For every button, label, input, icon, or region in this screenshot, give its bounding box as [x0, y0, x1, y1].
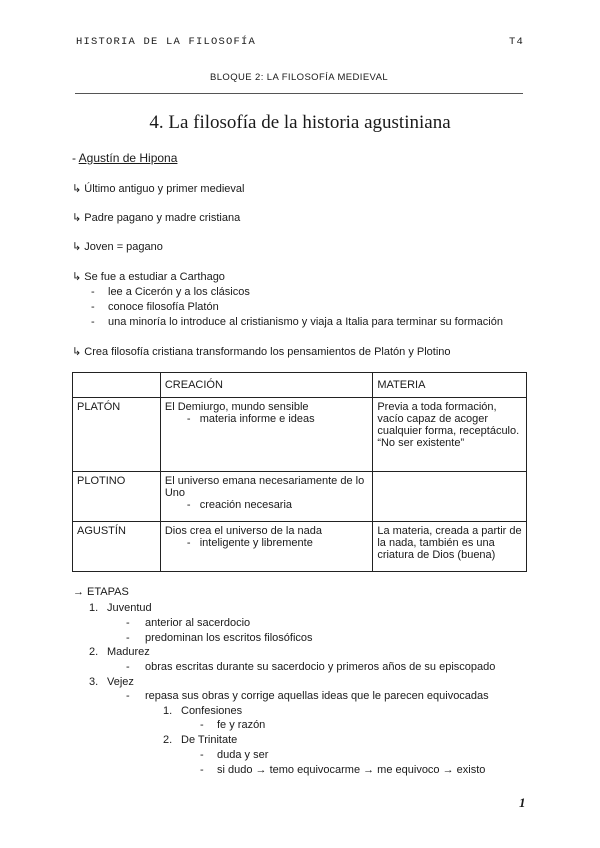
- sub-dash: -: [91, 316, 95, 328]
- stage-name: Vejez: [107, 676, 134, 688]
- row-name: PLOTINO: [73, 472, 161, 522]
- work-item: duda y ser: [217, 749, 269, 761]
- creation-cell: [160, 472, 372, 522]
- creation-text: El Demiurgo, mundo sensible: [164, 401, 309, 413]
- table-row: [73, 398, 527, 472]
- table-header-cell: [73, 373, 161, 398]
- stage-item: obras escritas durante su sacerdocio y primeros años de su episcopado: [145, 661, 496, 673]
- bullet-text: Último antiguo y primer medieval: [84, 183, 245, 195]
- sub-item: conoce filosofía Platón: [108, 301, 219, 313]
- work-item: fe y razón: [217, 719, 266, 731]
- stage-number: 2.: [89, 646, 99, 658]
- block-subtitle: BLOQUE 2: LA FILOSOFÍA MEDIEVAL: [210, 72, 389, 83]
- work-name: Confesiones: [181, 705, 243, 717]
- page-number: 1: [519, 795, 526, 810]
- etapas-heading: → ETAPAS: [73, 586, 129, 598]
- sub-item: lee a Cicerón y a los clásicos: [108, 286, 250, 298]
- sub-dash: -: [91, 301, 95, 313]
- sub-dash: -: [200, 764, 204, 776]
- creation-subitem: - inteligente y libremente: [186, 537, 313, 549]
- matter-cell: La materia, creada a partir de la nada, también es una criatura de Dios (buena): [373, 522, 527, 572]
- comparison-table: [72, 372, 527, 572]
- sub-dash: -: [200, 719, 204, 731]
- stage-name: Madurez: [107, 646, 150, 658]
- table-row: [73, 522, 527, 572]
- work-number: 1.: [163, 705, 173, 717]
- matter-cell: Previa a toda formación, vacío capaz de acoger cualquier forma, receptáculo. “No ser existente”: [373, 398, 527, 472]
- work-number: 2.: [163, 734, 173, 746]
- author-name: Agustín de Hipona: [78, 151, 178, 165]
- table-header-row: [73, 373, 527, 398]
- work-name: De Trinitate: [181, 734, 238, 746]
- row-name: PLATÓN: [73, 398, 161, 472]
- sub-dash: -: [126, 690, 130, 702]
- sub-dash: -: [126, 661, 130, 673]
- bullet-item: [72, 212, 240, 225]
- row-name: AGUSTÍN: [73, 522, 161, 572]
- page-title: 4. La filosofía de la historia agustiniana: [149, 112, 451, 133]
- arrow-icon: ↳: [72, 346, 82, 358]
- stage-number: 3.: [89, 676, 99, 688]
- bullet-item: [72, 183, 244, 196]
- table-row: [73, 472, 527, 522]
- creation-subitem: - creación necesaria: [186, 499, 293, 511]
- stage-number: 1.: [89, 602, 99, 614]
- author-line: [72, 152, 177, 165]
- arrow-icon: ↳: [72, 183, 82, 195]
- stage-item: anterior al sacerdocio: [145, 617, 251, 629]
- creation-cell: [160, 522, 372, 572]
- bullet-text: Joven = pagano: [84, 241, 163, 253]
- stage-item: repasa sus obras y corrige aquellas ideas que le parecen equivocadas: [145, 690, 489, 702]
- work-item: si dudo → temo equivocarme → me equivoco → existo: [217, 764, 486, 776]
- sub-dash: -: [126, 617, 130, 629]
- bullet-item: [72, 241, 163, 254]
- creation-text: Dios crea el universo de la nada: [164, 525, 323, 537]
- bullet-text: Crea filosofía cristiana transformando los pensamientos de Platón y Plotino: [84, 346, 451, 358]
- sub-dash: -: [126, 632, 130, 644]
- creation-cell: [160, 398, 372, 472]
- arrow-icon: ↳: [72, 212, 82, 224]
- sub-dash: -: [200, 749, 204, 761]
- table-header-cell: MATERIA: [373, 373, 527, 398]
- creation-subitem: - materia informe e ideas: [186, 413, 315, 425]
- running-header-topic: T4: [509, 36, 525, 48]
- stage-item: predominan los escritos filosóficos: [145, 632, 313, 644]
- sub-dash: -: [91, 286, 95, 298]
- arrow-icon: ↳: [72, 271, 82, 283]
- sub-item: una minoría lo introduce al cristianismo y viaja a Italia para terminar su formación: [108, 316, 503, 328]
- stage-name: Juventud: [107, 602, 152, 614]
- bullet-item: [72, 346, 451, 359]
- running-header-title: HISTORIA DE LA FILOSOFÍA: [76, 36, 257, 48]
- bullet-text: Padre pagano y madre cristiana: [84, 212, 241, 224]
- bullet-item: [72, 271, 225, 284]
- arrow-icon: ↳: [72, 241, 82, 253]
- author-dash: -: [72, 151, 76, 165]
- table-header-cell: CREACIÓN: [160, 373, 372, 398]
- matter-cell: [373, 472, 527, 522]
- bullet-text: Se fue a estudiar a Carthago: [84, 271, 225, 283]
- header-rule: [75, 93, 523, 94]
- creation-text: El universo emana necesariamente de lo Uno: [164, 475, 365, 499]
